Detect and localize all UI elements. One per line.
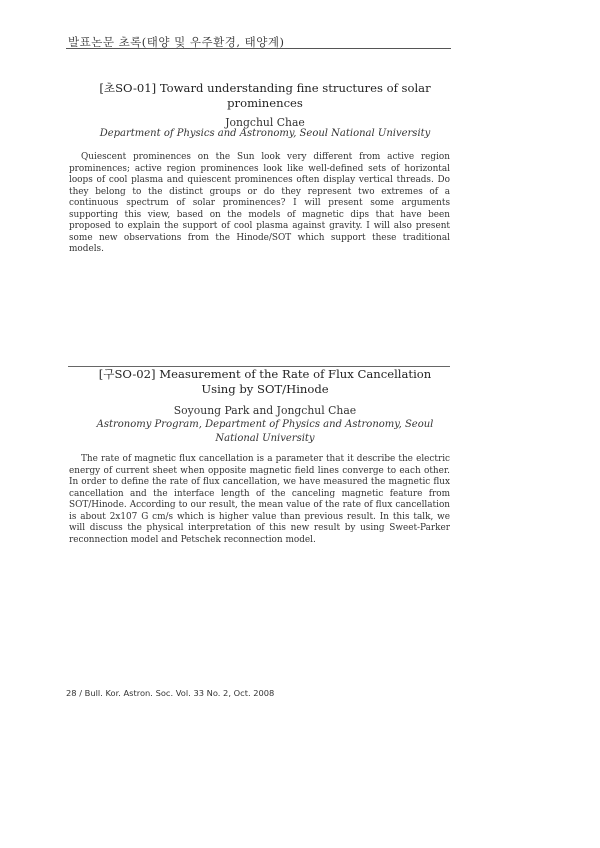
abstract-2-authors: Soyoung Park and Jongchul Chae — [173, 404, 357, 417]
page-footer: 28 / Bull. Kor. Astron. Soc. Vol. 33 No. 2, Oct. 2008 — [66, 688, 275, 698]
abstract-1-body: Quiescent prominences on the Sun look very different from active region prominences; active region prominences look like well-defined sets of horizontal loops of cool plasma and quiescent prominences often display vertical threads. Do they belong to the distinct groups or do they represent two extremes of a continuous spectrum of solar prominences? I will present some arguments supporting this view, based on the models of magnetic dips that have been proposed to explain the support of cool plasma against gravity. I will also present some new observations from the Hinode/SOT which support these traditional models. — [69, 152, 450, 254]
abstract-2-title: [구SO-02] Measurement of the Rate of Flux Cancellation Using by SOT/Hinode — [98, 367, 432, 396]
header-rule — [66, 48, 451, 49]
abstract-1-authors: Jongchul Chae — [225, 116, 305, 129]
abstract-2-affiliation: Astronomy Program, Department of Physics and Astronomy, Seoul National University — [96, 419, 434, 444]
running-header: 발표논문 초록(태양 및 우주환경, 태양계) — [68, 35, 285, 49]
abstract-1-title: [초SO-01] Toward understanding fine structures of solar prominences — [99, 81, 431, 110]
abstract-2-body: The rate of magnetic flux cancellation is a parameter that it describe the electric energy of current sheet when opposite magnetic field lines converge to each other. In order to define the rate of flux cancellation, we have measured the magnetic flux cancellation and the interface length of the canceling magnetic feature from SOT/Hinode. According to our result, the mean value of the rate of flux cancellation is about 2x107 G cm/s which is higher value than previous result. In this talk, we will discuss the physical interpretation of this new result by using Sweet-Parker reconnection model and Petschek reconnection model. — [69, 454, 450, 545]
abstract-1-affiliation: Department of Physics and Astronomy, Seoul National University — [99, 128, 431, 139]
